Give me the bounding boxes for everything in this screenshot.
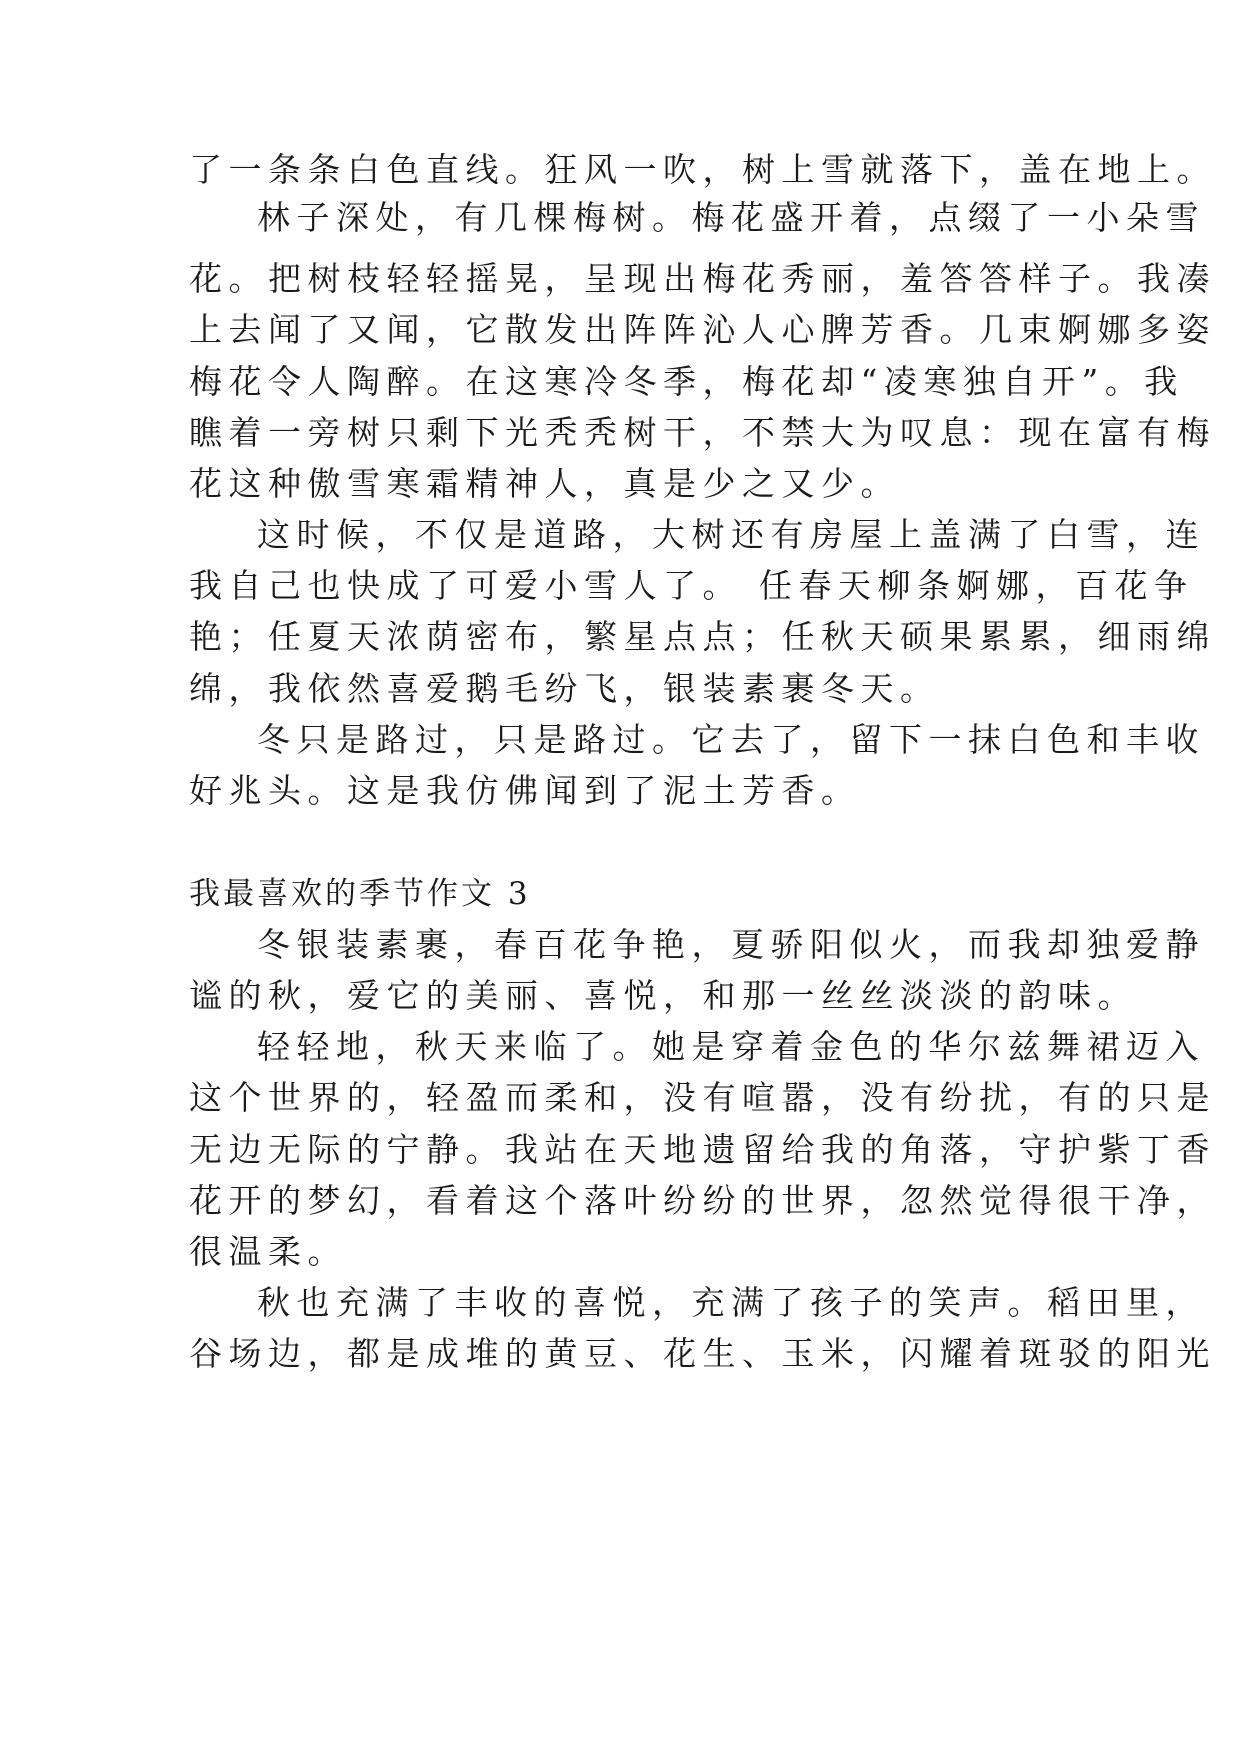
text-line: 谧的秋，爱它的美丽、喜悦，和那一丝丝淡淡的韵味。 xyxy=(189,976,1137,1015)
text-line: 好兆头。这是我仿佛闻到了泥土芳香。 xyxy=(189,771,861,810)
text-line: 绵，我依然喜爱鹅毛纷飞，银装素裹冬天。 xyxy=(189,669,940,708)
text-line: 花。把树枝轻轻摇晃，呈现出梅花秀丽，羞答答样子。我凑 xyxy=(189,259,1216,298)
text-line: 了一条条白色直线。狂风一吹，树上雪就落下，盖在地上。 xyxy=(189,150,1216,189)
text-line: 花这种傲雪寒霜精神人，真是少之又少。 xyxy=(189,464,900,503)
text-line: 我自己也快成了可爱小雪人了。 任春天柳条婀娜，百花争 xyxy=(189,566,1194,605)
text-line: 梅花令人陶醉。在这寒冷冬季，梅花却“凌寒独自开”。我 xyxy=(189,362,1184,401)
paragraph-start-line: 轻轻地，秋天来临了。她是穿着金色的华尔兹舞裙迈入 xyxy=(257,1027,1205,1066)
paragraph-start-line: 冬只是路过，只是路过。它去了，留下一抹白色和丰收 xyxy=(257,720,1205,759)
text-line: 这个世界的，轻盈而柔和，没有喧嚣，没有纷扰，有的只是 xyxy=(189,1078,1216,1117)
text-line: 上去闻了又闻，它散发出阵阵沁人心脾芳香。几束婀娜多姿 xyxy=(189,310,1216,349)
text-line: 很温柔。 xyxy=(189,1232,347,1271)
paragraph-start-line: 冬银装素裹，春百花争艳，夏骄阳似火，而我却独爱静 xyxy=(257,925,1205,964)
paragraph-start-line: 秋也充满了丰收的喜悦，充满了孩子的笑声。稻田里， xyxy=(257,1283,1205,1322)
text-line: 花开的梦幻，看着这个落叶纷纷的世界，忽然觉得很干净， xyxy=(189,1181,1216,1220)
text-line: 瞧着一旁树只剩下光秃秃树干，不禁大为叹息：现在富有梅 xyxy=(189,413,1216,452)
paragraph-start-line: 林子深处，有几棵梅树。梅花盛开着，点缀了一小朵雪 xyxy=(257,198,1205,237)
paragraph-start-line: 这时候，不仅是道路，大树还有房屋上盖满了白雪，连 xyxy=(257,515,1205,554)
text-line: 谷场边，都是成堆的黄豆、花生、玉米，闪耀着斑驳的阳光 xyxy=(189,1334,1216,1373)
text-line: 无边无际的宁静。我站在天地遗留给我的角落，守护紫丁香 xyxy=(189,1130,1216,1169)
text-line: 艳；任夏天浓荫密布，繁星点点；任秋天硕果累累，细雨绵 xyxy=(189,617,1216,656)
section-heading: 我最喜欢的季节作文 3 xyxy=(189,876,531,912)
